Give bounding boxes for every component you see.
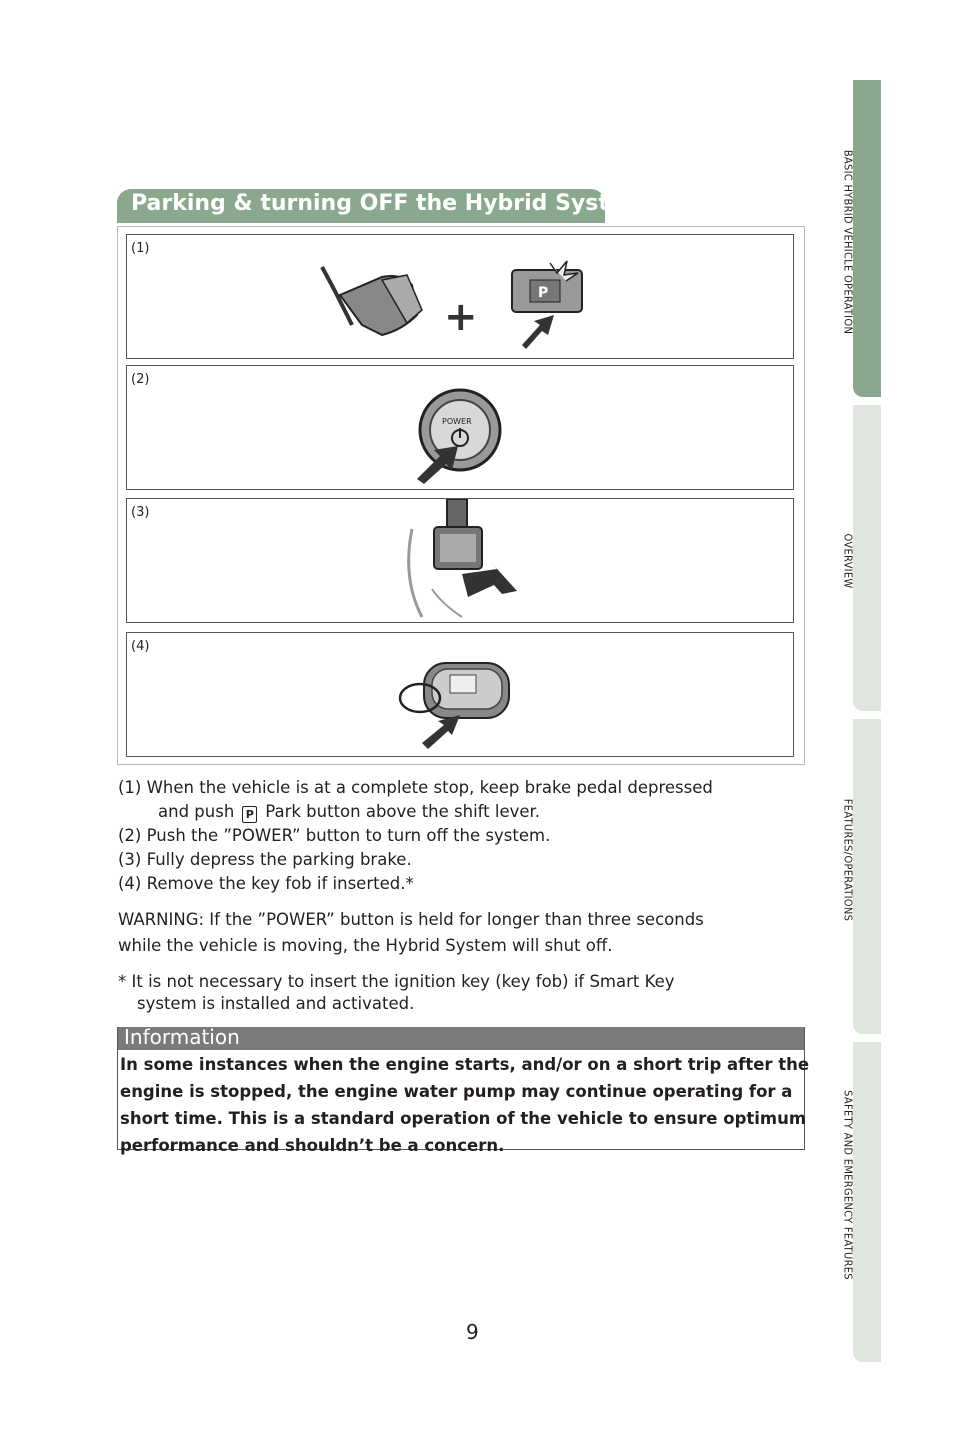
- step-3-text: (3) Fully depress the parking brake.: [118, 850, 412, 869]
- step-3-label: (3): [131, 505, 150, 520]
- tab-features-operations[interactable]: [853, 719, 881, 1034]
- parking-brake-pedal-icon: [402, 499, 532, 619]
- svg-text:P: P: [538, 285, 549, 301]
- page-number: 9: [466, 1320, 479, 1344]
- power-button-icon: [412, 384, 512, 484]
- step-4-text: (4) Remove the key fob if inserted.*: [118, 874, 414, 893]
- step-1-text-line-1: (1) When the vehicle is at a complete stop, keep brake pedal depressed: [118, 778, 713, 797]
- illustration-step-1: [126, 234, 794, 359]
- information-body: [120, 1051, 810, 1159]
- section-title: Parking & turning OFF the Hybrid System: [131, 191, 647, 216]
- information-header: [118, 1027, 804, 1050]
- illustration-step-3: [126, 498, 794, 623]
- step-2-text: (2) Push the ”POWER” button to turn off the system.: [118, 826, 551, 845]
- illustration-step-4: [126, 632, 794, 757]
- key-fob-removal-icon: [392, 653, 522, 753]
- step-1-text-line-2: and push P Park button above the shift lever.: [158, 802, 541, 821]
- svg-text:+: +: [444, 294, 478, 340]
- footnote-line-1: * It is not necessary to insert the ignition key (key fob) if Smart Key: [118, 972, 675, 991]
- svg-text:POWER: POWER: [442, 417, 472, 426]
- park-button-icon: P: [242, 806, 257, 823]
- information-line: engine is stopped, the engine water pump may continue operating for a: [120, 1082, 793, 1101]
- information-line: In some instances when the engine starts, and/or on a short trip after the: [120, 1055, 810, 1074]
- brake-pedal-and-park-button-icon: [312, 255, 592, 350]
- illustration-step-2: [126, 365, 794, 490]
- information-line: performance and shouldn’t be a concern.: [120, 1136, 505, 1155]
- section-tabs: [853, 80, 881, 1362]
- tab-overview[interactable]: [853, 405, 881, 711]
- warning-line-1: WARNING: If the ”POWER” button is held for longer than three seconds: [118, 910, 704, 929]
- information-line: short time. This is a standard operation of the vehicle to ensure optimum: [120, 1109, 807, 1128]
- step-1-label: (1): [131, 241, 150, 256]
- information-box: [117, 1025, 810, 1155]
- warning-line-2: while the vehicle is moving, the Hybrid System will shut off.: [118, 936, 613, 955]
- step-2-label: (2): [131, 372, 150, 387]
- information-heading: Information: [124, 1025, 240, 1049]
- tab-safety-emergency-features[interactable]: [853, 1042, 881, 1362]
- tab-basic-hybrid-vehicle-operation[interactable]: [853, 80, 881, 397]
- footnote-line-2: system is installed and activated.: [137, 994, 415, 1013]
- section-title-banner: [117, 189, 647, 223]
- step-4-label: (4): [131, 639, 150, 654]
